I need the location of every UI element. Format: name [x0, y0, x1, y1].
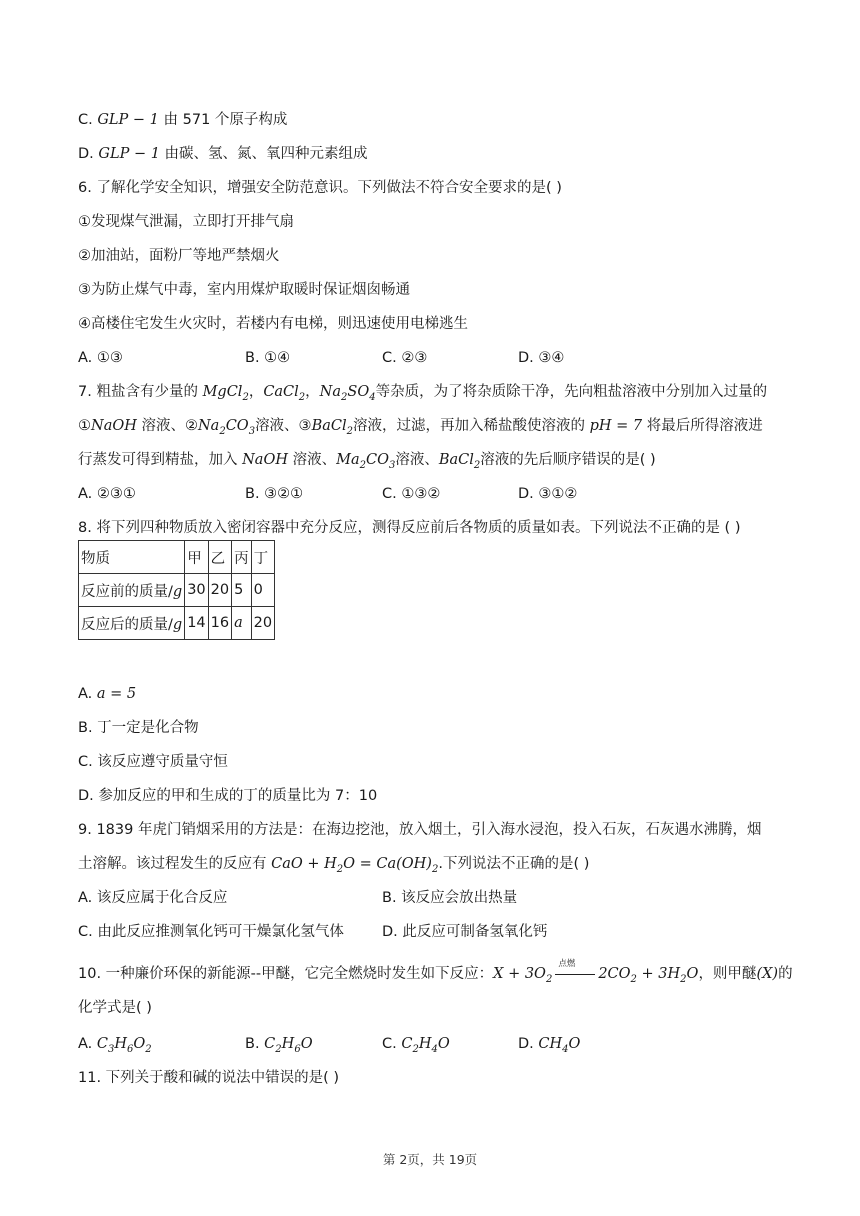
q6-item-3: ③为防止煤气中毒，室内用煤炉取暖时保证烟囱畅通: [78, 282, 410, 298]
question-7-line-2: ①NaOH 溶液、$②Na_2CO_3$溶液、③BaCl$_2$溶液，过滤，再加入稀盐酸使溶液的 pH = 7 将最后所得溶液进: [78, 418, 763, 437]
q6-option-d: D. ③④: [518, 350, 565, 366]
table-cell: 反应后的质量/g: [79, 607, 185, 640]
table-row: [79, 574, 275, 607]
table-header: 丙: [232, 541, 252, 574]
table-cell: a: [232, 607, 252, 640]
q9-option-a: A. 该反应属于化合反应: [78, 890, 228, 906]
question-7-line-3: 行蒸发可得到精盐，加入 NaOH 溶液、$Ma_2CO_3$溶液、BaCl$_2$溶液的先后顺序错误的是( ): [78, 452, 656, 471]
question-10-line-2: 化学式是( ): [78, 1000, 152, 1016]
table-cell: 5: [232, 574, 252, 607]
question-9-line-1: 9. 1839 年虎门销烟采用的方法是：在海边挖池，放入烟土，引入海水浸泡，投入石灰，石灰遇水沸腾，烟: [78, 822, 762, 838]
q7-option-c: C. ①③②: [382, 486, 441, 502]
q6-item-4: ④高楼住宅发生火灾时，若楼内有电梯，则迅速使用电梯逃生: [78, 316, 468, 332]
q6-item-1: ①发现煤气泄漏，立即打开排气扇: [78, 214, 294, 230]
question-9-line-2: 土溶解。该过程发生的反应有 CaO + $H_2O = Ca(OH)_2$.下列说法不正确的是( ): [78, 856, 590, 875]
table-header: 丁: [251, 541, 274, 574]
q7-option-d: D. ③①②: [518, 486, 578, 502]
page-footer: 第 2页，共 19页: [382, 1152, 478, 1167]
q6-option-c: C. ②③: [382, 350, 428, 366]
question-10-line-1: 10. 一种廉价环保的新能源--甲醚，它完全燃烧时发生如下反应：$X + 3O_2$ 点燃 $2CO_2 + 3H_2O$，则甲醚(X)的: [78, 959, 793, 985]
q10-option-b: B. $C_2H_6O$: [245, 1036, 313, 1055]
q6-option-a: A. ①③: [78, 350, 123, 366]
q7-option-a: A. ②③①: [78, 486, 136, 502]
table-cell: 20: [208, 574, 231, 607]
q8-option-d: D. 参加反应的甲和生成的丁的质量比为 7：10: [78, 788, 378, 804]
table-header: 物质: [79, 541, 185, 574]
q6-option-b: B. ①④: [245, 350, 291, 366]
q7-option-b: B. ③②①: [245, 486, 304, 502]
table-row: [79, 607, 275, 640]
question-8: 8. 将下列四种物质放入密闭容器中充分反应，测得反应前后各物质的质量如表。下列说法不正确的是 ( ): [78, 520, 741, 536]
q8-option-b: B. 丁一定是化合物: [78, 720, 199, 736]
q9-option-b: B. 该反应会放出热量: [382, 890, 518, 906]
q10-option-d: D. $CH_4O$: [518, 1036, 581, 1055]
question-6: 6. 了解化学安全知识，增强安全防范意识。下列做法不符合安全要求的是( ): [78, 180, 562, 196]
q10-option-a: A. $C_3H_6O_2$: [78, 1036, 152, 1055]
q6-item-2: ②加油站，面粉厂等地严禁烟火: [78, 248, 280, 264]
mass-table: [78, 540, 275, 640]
q8-option-c: C. 该反应遵守质量守恒: [78, 754, 228, 770]
table-cell: 反应前的质量/g: [79, 574, 185, 607]
table-cell: 16: [208, 607, 231, 640]
table-cell: 30: [185, 574, 208, 607]
question-7-line-1: 7. 粗盐含有少量的 MgCl$_2$，CaCl$_2$，$Na_2SO_4$等杂质，为了将杂质除干净，先向粗盐溶液中分别加入过量的: [78, 384, 768, 403]
reaction-condition: 点燃: [552, 964, 598, 984]
table-header: 甲: [185, 541, 208, 574]
q9-option-d: D. 此反应可制备氢氧化钙: [382, 924, 548, 940]
q8-option-a: A. a = 5: [78, 686, 137, 702]
q10-option-c: C. $C_2H_4O$: [382, 1036, 450, 1055]
q9-option-c: C. 由此反应推测氧化钙可干燥氯化氢气体: [78, 924, 344, 940]
option-5c: C. GLP − 1 由 571 个原子构成: [78, 112, 288, 128]
table-cell: 0: [251, 574, 274, 607]
table-row: [79, 541, 275, 574]
question-11: 11. 下列关于酸和碱的说法中错误的是( ): [78, 1070, 340, 1086]
table-header: 乙: [208, 541, 231, 574]
table-cell: 14: [185, 607, 208, 640]
option-5d: D. GLP − 1 由碳、氢、氮、氧四种元素组成: [78, 146, 368, 162]
table-cell: 20: [251, 607, 274, 640]
